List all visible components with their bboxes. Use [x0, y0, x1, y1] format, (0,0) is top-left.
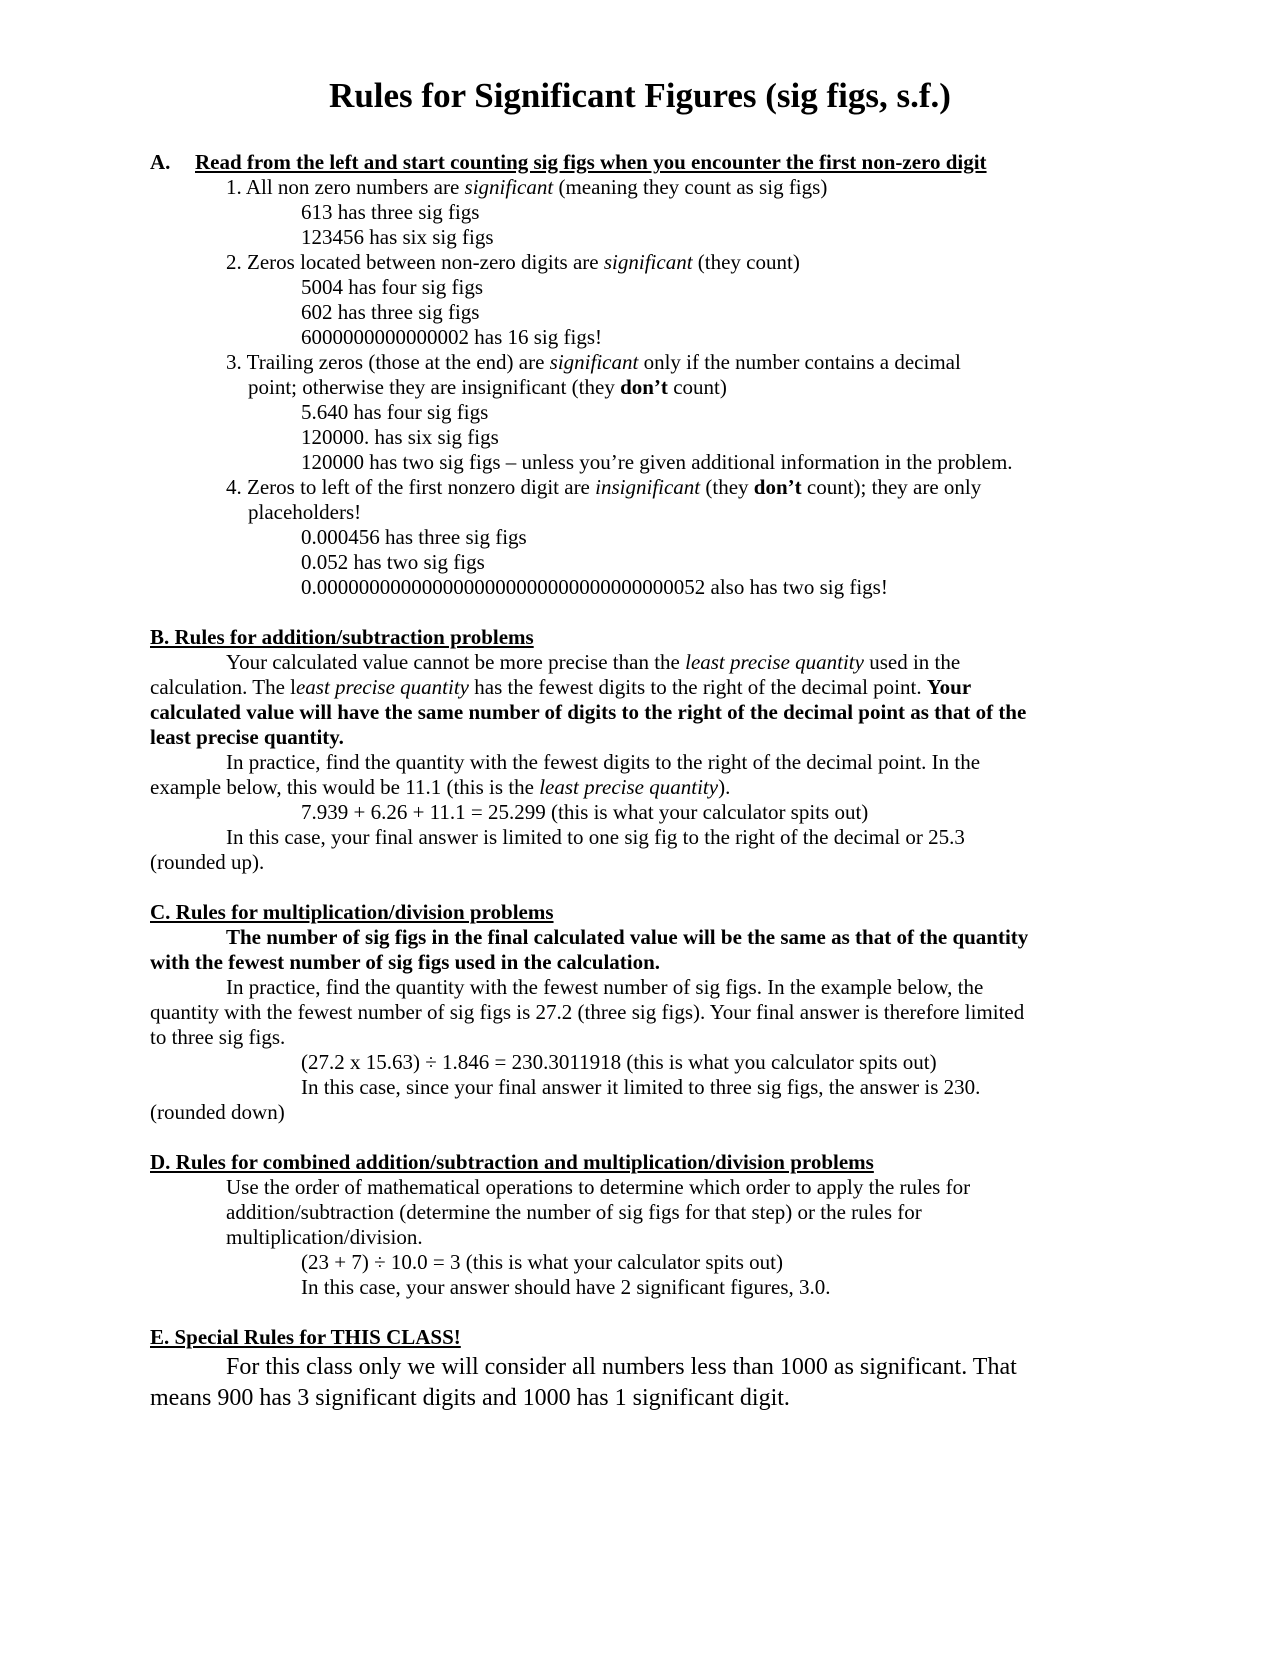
section-b-paragraph: Your calculated value cannot be more precise than the least precise quantity used in the: [226, 650, 961, 674]
rule-1-example: 123456 has six sig figs: [301, 225, 494, 249]
section-d-example: (23 + 7) ÷ 10.0 = 3 (this is what your calculator spits out): [301, 1250, 783, 1274]
section-b-rule: least precise quantity.: [150, 725, 344, 749]
rule-2-example: 6000000000000002 has 16 sig figs!: [301, 325, 602, 349]
page-title: Rules for Significant Figures (sig figs, s.f.): [329, 76, 951, 115]
section-d-paragraph: addition/subtraction (determine the number of sig figs for that step) or the rules for: [226, 1200, 922, 1224]
rule-4-example: 0.000456 has three sig figs: [301, 525, 527, 549]
section-b-paragraph: In this case, your final answer is limited to one sig fig to the right of the decimal or 25.3: [226, 825, 965, 849]
section-b-paragraph: calculation. The least precise quantity has the fewest digits to the right of the decimal point. Your: [150, 675, 972, 699]
section-e-paragraph: For this class only we will consider all numbers less than 1000 as significant. That: [226, 1354, 1017, 1380]
section-e-heading: E. Special Rules for THIS CLASS!: [150, 1325, 461, 1349]
section-b-paragraph: example below, this would be 11.1 (this is the least precise quantity).: [150, 775, 731, 799]
rule-3-example: 120000. has six sig figs: [301, 425, 499, 449]
rule-3-continued: point; otherwise they are insignificant (they don’t count): [248, 375, 727, 399]
rule-3-example: 120000 has two sig figs – unless you’re given additional information in the problem.: [301, 450, 1013, 474]
section-b-paragraph: (rounded up).: [150, 850, 265, 874]
section-c-rule: The number of sig figs in the final calculated value will be the same as that of the quantity: [226, 925, 1029, 949]
section-c-paragraph: In practice, find the quantity with the fewest number of sig figs. In the example below, the: [226, 975, 984, 999]
rule-2-example: 5004 has four sig figs: [301, 275, 483, 299]
rule-2: 2. Zeros located between non-zero digits are significant (they count): [226, 250, 800, 274]
section-c-paragraph: In this case, since your final answer it limited to three sig figs, the answer is 230.: [301, 1075, 981, 1099]
section-d-paragraph: In this case, your answer should have 2 significant figures, 3.0.: [301, 1275, 831, 1299]
rule-4-example: 0.052 has two sig figs: [301, 550, 485, 574]
rule-4-continued: placeholders!: [248, 500, 362, 524]
section-c-rule: with the fewest number of sig figs used in the calculation.: [150, 950, 661, 974]
section-c-heading: C. Rules for multiplication/division problems: [150, 900, 554, 924]
rule-4: 4. Zeros to left of the first nonzero digit are insignificant (they don’t count); they are only: [226, 475, 982, 499]
section-c-paragraph: to three sig figs.: [150, 1025, 286, 1049]
section-b-heading: B. Rules for addition/subtraction problems: [150, 625, 534, 649]
rule-1-example: 613 has three sig figs: [301, 200, 480, 224]
section-a-letter: A.: [150, 150, 171, 174]
rule-3: 3. Trailing zeros (those at the end) are significant only if the number contains a decimal: [226, 350, 961, 374]
section-c-paragraph: quantity with the fewest number of sig figs is 27.2 (three sig figs). Your final answer is therefore limited: [150, 1000, 1025, 1024]
section-b-paragraph: In practice, find the quantity with the fewest digits to the right of the decimal point. In the: [226, 750, 981, 774]
section-d-paragraph: multiplication/division.: [226, 1225, 423, 1249]
section-d-heading: D. Rules for combined addition/subtraction and multiplication/division problems: [150, 1150, 874, 1174]
rule-3-example: 5.640 has four sig figs: [301, 400, 489, 424]
section-c-paragraph: (rounded down): [150, 1100, 285, 1124]
rule-1: 1. All non zero numbers are significant (meaning they count as sig figs): [226, 175, 828, 199]
section-e-paragraph: means 900 has 3 significant digits and 1000 has 1 significant digit.: [150, 1385, 790, 1411]
section-d-paragraph: Use the order of mathematical operations to determine which order to apply the rules for: [226, 1175, 971, 1199]
section-a-heading: Read from the left and start counting sig figs when you encounter the first non-zero digit: [195, 150, 987, 174]
rule-2-example: 602 has three sig figs: [301, 300, 480, 324]
section-c-example: (27.2 x 15.63) ÷ 1.846 = 230.3011918 (this is what you calculator spits out): [301, 1050, 937, 1074]
section-b-rule: calculated value will have the same number of digits to the right of the decimal point as that of the: [150, 700, 1027, 724]
rule-4-example: 0.0000000000000000000000000000000000052 also has two sig figs!: [301, 575, 888, 599]
section-b-example: 7.939 + 6.26 + 11.1 = 25.299 (this is what your calculator spits out): [301, 800, 869, 824]
